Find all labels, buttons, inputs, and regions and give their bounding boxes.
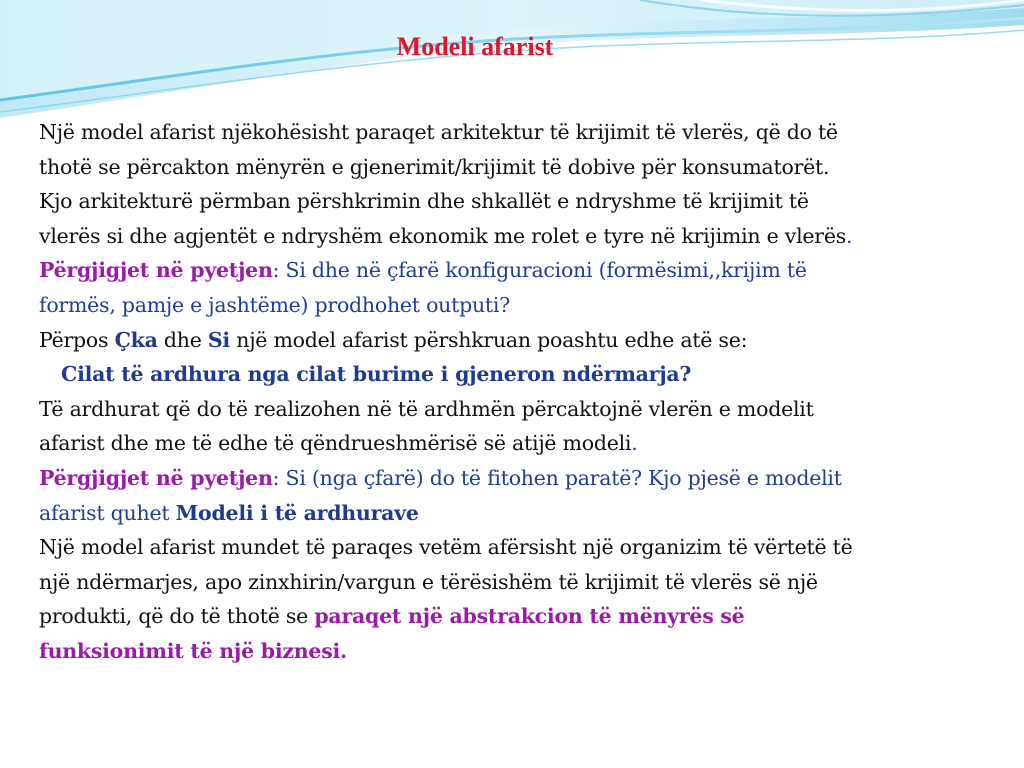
text-line — [39, 288, 1001, 323]
text-line — [39, 392, 1001, 427]
text-segment: . — [631, 431, 638, 456]
text-segment: produkti, që do të thotë se — [39, 604, 315, 629]
slide-body — [39, 115, 1001, 669]
text-segment: thotë se përcakton mënyrën e gjenerimit/krijimit të dobive për konsumatorët. — [39, 154, 830, 179]
text-line — [39, 219, 1001, 254]
text-line — [39, 565, 1001, 600]
text-line — [39, 530, 1001, 565]
text-segment: një ndërmarjes, apo zinxhirin/vargun e tërësishëm të krijimit të vlerës së një — [39, 569, 818, 594]
text-line — [39, 357, 1001, 392]
text-segment: Përgjigjet në pyetjen — [39, 258, 273, 283]
text-segment: Përpos — [39, 327, 115, 352]
text-segment: një model afarist përshkruan poashtu edhe atë se: — [229, 327, 748, 352]
text-line — [39, 426, 1001, 461]
text-segment: Një model afarist njëkohësisht paraqet arkitektur të krijimit të vlerës, që do të — [39, 120, 838, 144]
text-segment: formës, pamje e jashtëme) prodhohet outputi? — [39, 292, 510, 317]
text-segment: Çka — [114, 327, 158, 352]
text-segment: . — [845, 223, 853, 248]
slide-title: Modeli afarist — [396, 32, 554, 61]
text-segment: vlerës si dhe agjentët e ndryshëm ekonomik me rolet e tyre në krijimin e vlerës — [39, 223, 846, 248]
text-segment: Përgjigjet në pyetjen — [39, 465, 273, 490]
text-segment: afarist dhe me të edhe të qëndrueshmërisë së atijë modeli — [39, 431, 632, 456]
text-line — [39, 253, 1001, 288]
text-segment: : Si (nga çfarë) do të fitohen paratë? Kjo pjesë e modelit — [272, 465, 842, 490]
text-segment: Një model afarist mundet të paraqes vetëm afërsisht një organizim të vërtetë të — [39, 535, 853, 560]
text-segment: Kjo arkitekturë përmban përshkrimin dhe shkallët e ndryshme të krijimit të — [39, 189, 809, 214]
text-segment: Cilat të ardhura nga cilat burime i gjeneron ndërmarja? — [61, 362, 692, 387]
text-line — [39, 599, 1001, 634]
text-segment: Modeli i të ardhurave — [175, 500, 419, 525]
text-line — [39, 184, 1001, 219]
text-segment: Si — [207, 327, 230, 352]
text-line — [39, 150, 1001, 185]
text-line — [39, 496, 1001, 531]
text-segment: : Si dhe në çfarë konfiguracioni (formësimi,,krijim të — [272, 258, 807, 283]
text-line — [39, 461, 1001, 496]
text-line — [39, 323, 1001, 358]
text-segment: paraqet një abstrakcion të mënyrës së — [314, 604, 745, 629]
text-segment: afarist quhet — [39, 500, 176, 525]
text-segment: funksionimit të një biznesi. — [39, 638, 347, 663]
text-line — [39, 115, 1001, 150]
text-line — [39, 634, 1001, 669]
text-segment: dhe — [157, 327, 208, 352]
text-segment: Të ardhurat që do të realizohen në të ardhmën përcaktojnë vlerën e modelit — [39, 396, 814, 421]
